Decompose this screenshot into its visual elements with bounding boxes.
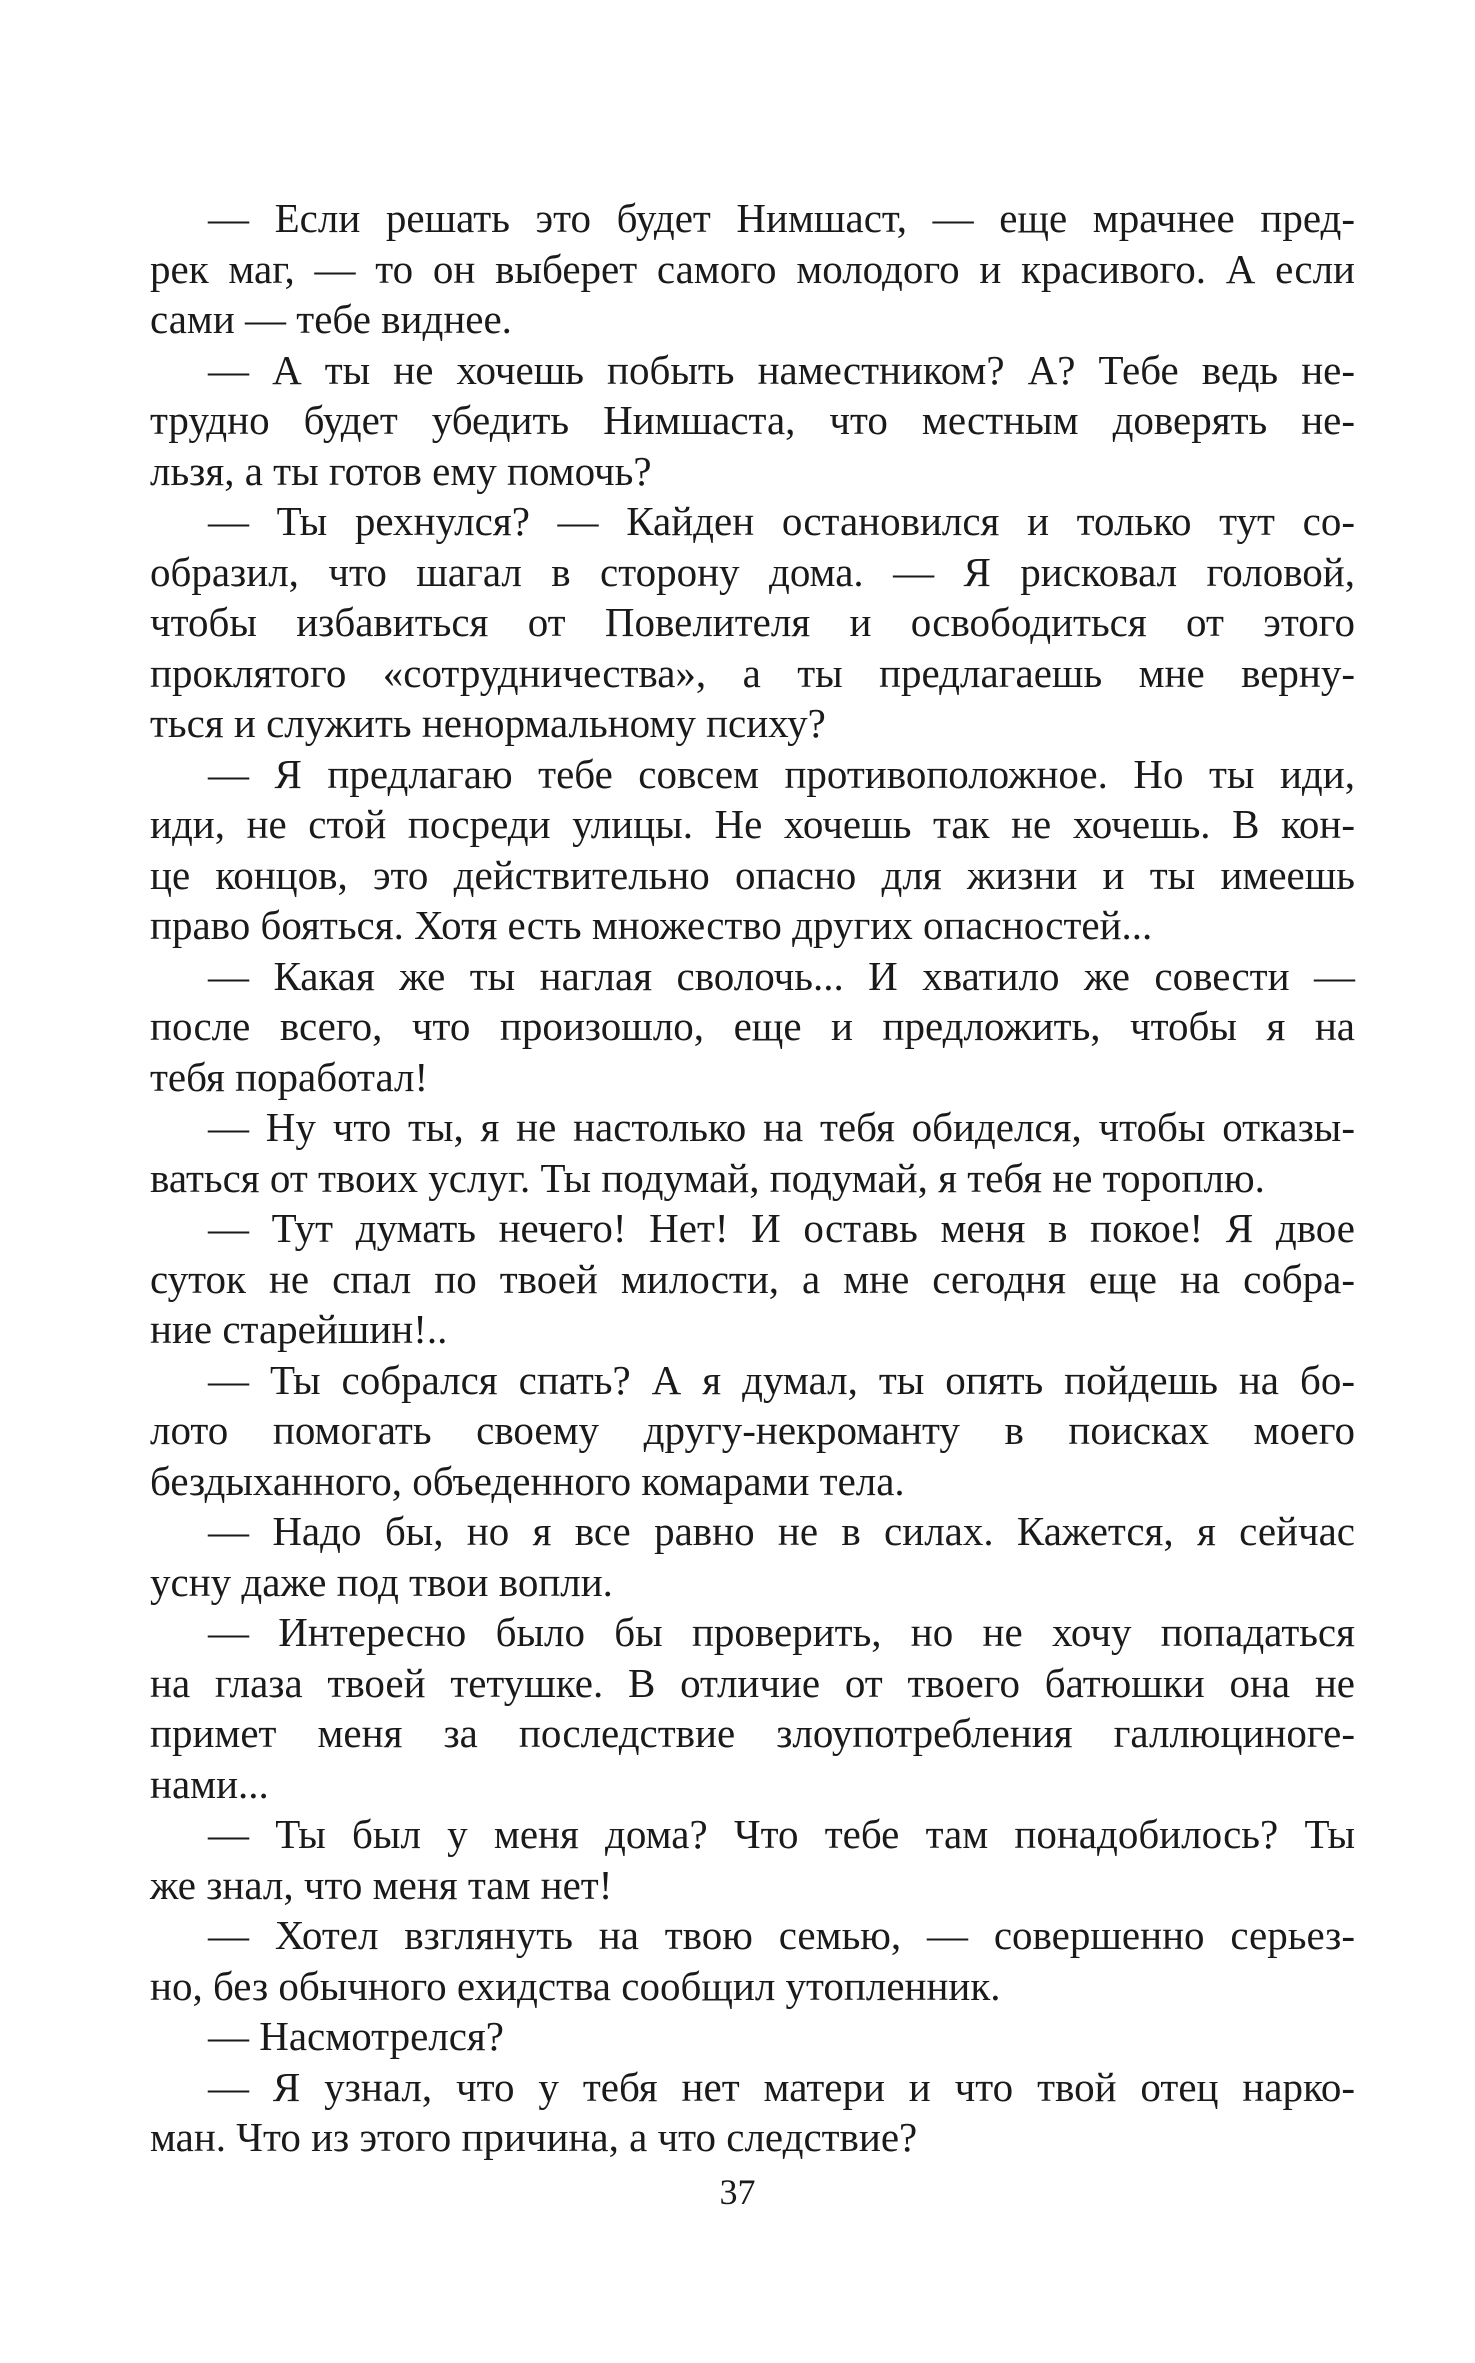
text-line: нами...: [150, 1760, 269, 1807]
text-line: — Я предлагаю тебе совсем противоположное. Но ты иди,: [208, 750, 1355, 797]
text-line: рек маг, — то он выберет самого молодого и красивого. А если: [150, 245, 1355, 292]
text-line: проклятого «сотрудничества», а ты предлагаешь мне верну-: [150, 649, 1355, 696]
text-line: ман. Что из этого причина, а что следствие?: [150, 2114, 918, 2160]
text-line: тебя поработал!: [150, 1053, 429, 1100]
text-line: бездыханного, объеденного комарами тела.: [150, 1457, 905, 1504]
text-line: — Тут думать нечего! Нет! И оставь меня в покое! Я двое: [208, 1205, 1355, 1251]
text-line: ваться от твоих услуг. Ты подумай, подумай, я тебя не тороплю.: [150, 1154, 1265, 1201]
text-line: на глаза твоей тетушке. В отличие от твоего батюшки она не: [150, 1659, 1355, 1706]
text-line: — Какая же ты наглая сволочь... И хватило же совести —: [208, 952, 1355, 999]
text-line: примет меня за последствие злоупотребления галлюциноге-: [150, 1710, 1355, 1756]
page-number: 37: [719, 2172, 756, 2212]
text-line: — Хотел взглянуть на твою семью, — совершенно серьез-: [208, 1912, 1355, 1958]
text-line: чтобы избавиться от Повелителя и освободиться от этого: [150, 599, 1355, 645]
text-line: — Насмотрелся?: [208, 2013, 504, 2059]
body-text: [150, 193, 1355, 2163]
text-line: — Ну что ты, я не настолько на тебя обиделся, чтобы отказы-: [208, 1104, 1355, 1150]
text-line: образил, что шагал в сторону дома. — Я рисковал головой,: [150, 548, 1355, 595]
text-line: сами — тебе виднее.: [150, 296, 512, 342]
text-line: же знал, что меня там нет!: [150, 1861, 613, 1908]
text-line: но, без обычного ехидства сообщил утопленник.: [150, 1962, 1001, 2009]
text-line: усну даже под твои вопли.: [150, 1558, 613, 1605]
text-line: — А ты не хочешь побыть наместником? А? Тебе ведь не-: [208, 346, 1355, 393]
text-line: це концов, это действительно опасно для жизни и ты имеешь: [150, 851, 1355, 898]
text-line: — Интересно было бы проверить, но не хочу попадаться: [208, 1609, 1355, 1655]
text-line: после всего, что произошло, еще и предложить, чтобы я на: [150, 1003, 1355, 1049]
text-line: — Ты рехнулся? — Кайден остановился и только тут со-: [208, 498, 1355, 544]
text-line: иди, не стой посреди улицы. Не хочешь так не хочешь. В кон-: [150, 801, 1355, 847]
text-line: — Я узнал, что у тебя нет матери и что твой отец нарко-: [208, 2063, 1355, 2110]
text-line: суток не спал по твоей милости, а мне сегодня еще на собра-: [150, 1255, 1355, 1302]
text-line: — Ты был у меня дома? Что тебе там понадобилось? Ты: [208, 1811, 1355, 1857]
text-line: ться и служить ненормальному психу?: [150, 700, 826, 746]
text-line: льзя, а ты готов ему помочь?: [150, 447, 652, 494]
text-line: трудно будет убедить Нимшаста, что местным доверять не-: [150, 397, 1355, 443]
text-line: — Надо бы, но я все равно не в силах. Кажется, я сейчас: [208, 1508, 1355, 1554]
text-line: ние старейшин!..: [150, 1306, 448, 1352]
text-line: — Ты собрался спать? А я думал, ты опять пойдешь на бо-: [208, 1356, 1355, 1403]
text-line: — Если решать это будет Нимшаст, — еще мрачнее пред-: [208, 195, 1355, 241]
text-line: лото помогать своему другу-некроманту в поисках моего: [150, 1407, 1355, 1453]
text-line: право бояться. Хотя есть множество других опасностей...: [150, 902, 1153, 948]
